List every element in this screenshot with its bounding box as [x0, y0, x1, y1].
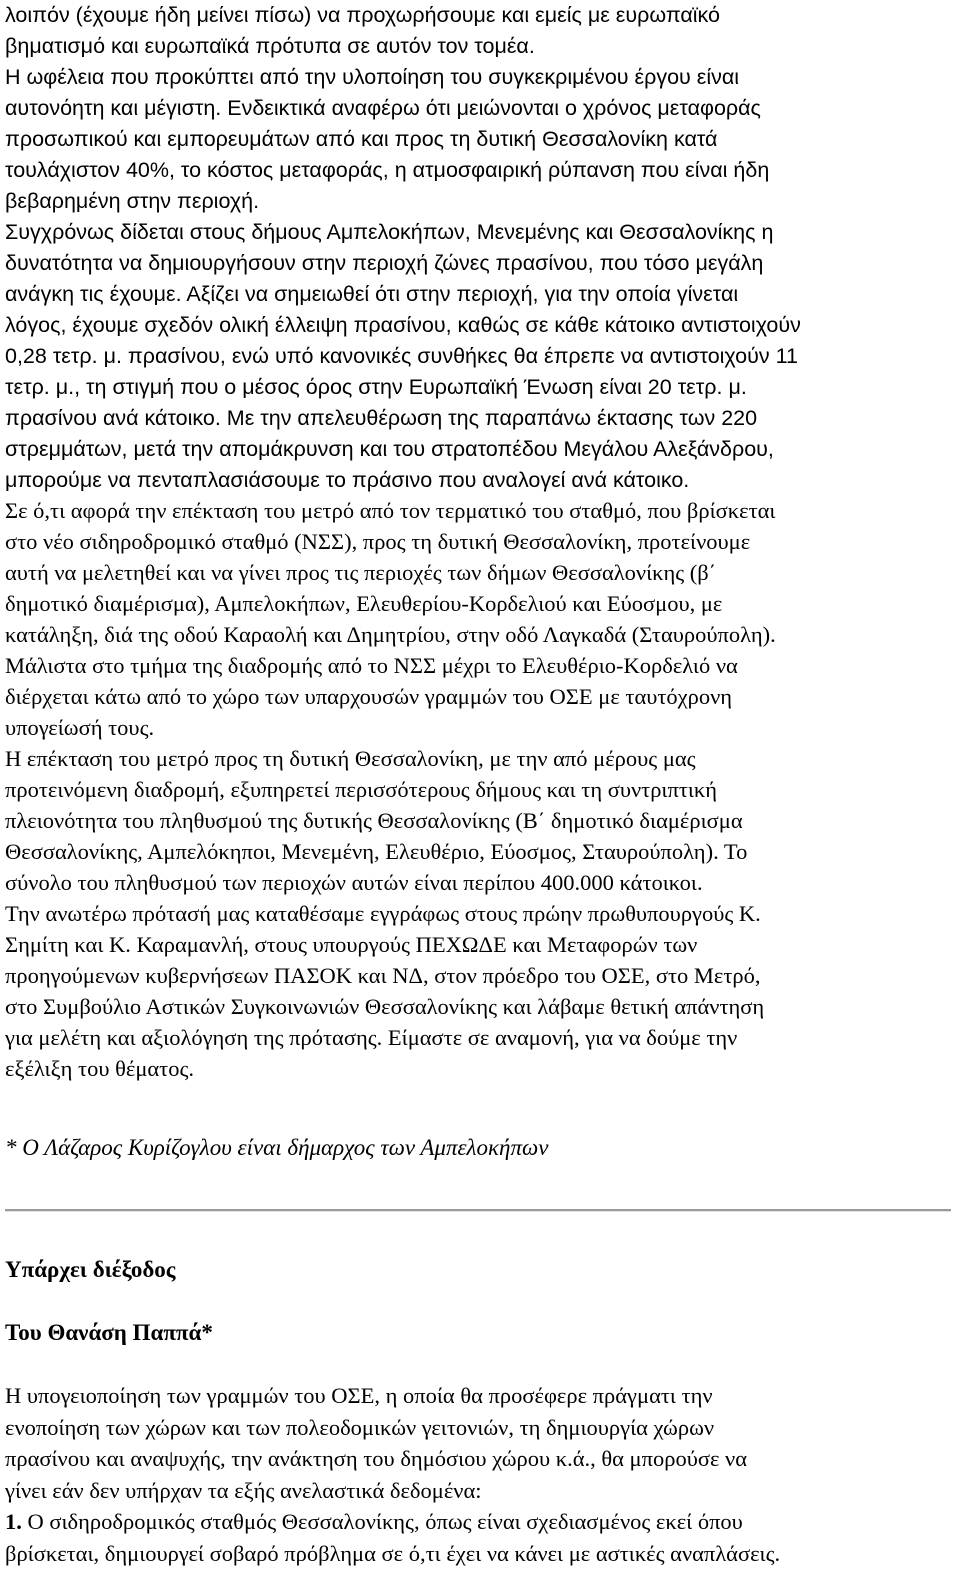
- text-line: Θεσσαλονίκης, Αμπελόκηποι, Μενεμένη, Ελευθέριο, Εύοσμος, Σταυρούπολη). Το: [5, 839, 748, 864]
- article-2-body: [5, 1380, 955, 1569]
- text-line: γίνει εάν δεν υπήρχαν τα εξής ανελαστικά δεδομένα:: [5, 1477, 482, 1503]
- text-line: πλειονότητα του πληθυσμού της δυτικής Θεσσαλονίκης (Β΄ δημοτικό διαμέρισμα: [5, 808, 743, 833]
- author-byline: * Ο Λάζαρος Κυρίζογλου είναι δήμαρχος των Αμπελοκήπων: [5, 1135, 549, 1160]
- text-line: Η ωφέλεια που προκύπτει από την υλοποίηση του συγκεκριμένου έργου είναι: [5, 65, 740, 89]
- horizontal-rule: [5, 1209, 951, 1212]
- text-line: βηματισμό και ευρωπαϊκά πρότυπα σε αυτόν τον τομέα.: [5, 34, 535, 58]
- text-line: Η υπογειοποίηση των γραμμών του ΟΣΕ, η οποία θα προσέφερε πράγματι την: [5, 1383, 713, 1408]
- text-line: Σημίτη και Κ. Καραμανλή, στους υπουργούς ΠΕΧΩΔΕ και Μεταφορών των: [5, 932, 698, 957]
- text-line: τετρ. μ., τη στιγμή που ο μέσος όρος στην Ευρωπαϊκή Ένωση είναι 20 τετρ. μ.: [5, 375, 747, 399]
- text-line: Συγχρόνως δίδεται στους δήμους Αμπελοκήπων, Μενεμένης και Θεσσαλονίκης η: [5, 220, 774, 244]
- text-line: αυτή να μελετηθεί και να γίνει προς τις περιοχές των δήμων Θεσσαλονίκης (β΄: [5, 560, 717, 585]
- text-line: βρίσκεται, δημιουργεί σοβαρό πρόβλημα σε ό,τι έχει να κάνει με αστικές αναπλάσεις.: [5, 1540, 781, 1566]
- article-1-body-part-1: [5, 0, 955, 496]
- text-line: λόγος, έχουμε σχεδόν ολική έλλειψη πρασίνου, καθώς σε κάθε κάτοικο αντιστοιχούν: [5, 313, 801, 337]
- text-line: Η επέκταση του μετρό προς τη δυτική Θεσσαλονίκη, με την από μέρους μας: [5, 746, 696, 771]
- numbered-point: [5, 1506, 955, 1538]
- text-line: στο Συμβούλιο Αστικών Συγκοινωνιών Θεσσαλονίκης και λάβαμε θετική απάντηση: [5, 994, 765, 1019]
- text-line: Σε ό,τι αφορά την επέκταση του μετρό από τον τερματικό του σταθμό, που βρίσκεται: [5, 498, 776, 523]
- text-line: προτεινόμενη διαδρομή, εξυπηρετεί περισσότερους δήμους και τη συντριπτική: [5, 777, 718, 802]
- text-line: προηγούμενων κυβερνήσεων ΠΑΣΟΚ και ΝΔ, στον πρόεδρο του ΟΣΕ, στο Μετρό,: [5, 963, 761, 988]
- text-line: διέρχεται κάτω από το χώρο των υπαρχουσών γραμμών του ΟΣΕ με ταυτόχρονη: [5, 684, 733, 709]
- text-line: βεβαρημένη στην περιοχή.: [5, 189, 260, 213]
- text-line: μπορούμε να πενταπλασιάσουμε το πράσινο που αναλογεί ανά κάτοικο.: [5, 468, 690, 492]
- text-line: λοιπόν (έχουμε ήδη μείνει πίσω) να προχωρήσουμε και εμείς με ευρωπαϊκό: [5, 3, 721, 27]
- text-line: Μάλιστα στο τμήμα της διαδρομής από το ΝΣΣ μέχρι το Ελευθέριο-Κορδελιό να: [5, 653, 738, 678]
- article-author: Του Θανάση Παππά*: [5, 1320, 213, 1345]
- text-line: πρασίνου ανά κάτοικο. Με την απελευθέρωση της παραπάνω έκτασης των 220: [5, 406, 758, 430]
- text-line: 0,28 τετρ. μ. πρασίνου, ενώ υπό κανονικές συνθήκες θα έπρεπε να αντιστοιχούν 11: [5, 344, 798, 368]
- text-line: δυνατότητα να δημιουργήσουν στην περιοχή ζώνες πρασίνου, που τόσο μεγάλη: [5, 251, 764, 275]
- text-line: προσωπικού και εμπορευμάτων από και προς τη δυτική Θεσσαλονίκη κατά: [5, 127, 718, 151]
- article-1-body-part-2: [5, 495, 955, 1084]
- article-title: Υπάρχει διέξοδος: [5, 1257, 176, 1282]
- text-line: κατάληξη, διά της οδού Καραολή και Δημητρίου, στην οδό Λαγκαδά (Σταυρούπολη).: [5, 622, 776, 647]
- text-line: στο νέο σιδηροδρομικό σταθμό (ΝΣΣ), προς τη δυτική Θεσσαλονίκη, προτείνουμε: [5, 529, 751, 554]
- text-line: πρασίνου και αναψυχής, την ανάκτηση του δημόσιου χώρου κ.ά., θα μπορούσε να: [5, 1446, 748, 1471]
- text-line: τουλάχιστον 40%, το κόστος μεταφοράς, η ατμοσφαιρική ρύπανση που είναι ήδη: [5, 158, 770, 182]
- text-line: δημοτικό διαμέρισμα), Αμπελοκήπων, Ελευθερίου-Κορδελιού και Εύοσμου, με: [5, 591, 723, 616]
- point-number: 1.: [5, 1509, 22, 1534]
- text-line: αυτονόητη και μέγιστη. Ενδεικτικά αναφέρω ότι μειώνονται ο χρόνος μεταφοράς: [5, 96, 761, 120]
- text-line: Την ανωτέρω πρότασή μας καταθέσαμε εγγράφως στους πρώην πρωθυπουργούς Κ.: [5, 901, 761, 926]
- text-line: εξέλιξη του θέματος.: [5, 1056, 194, 1081]
- text-line: ενοποίηση των χώρων και των πολεοδομικών γειτονιών, τη δημιουργία χώρων: [5, 1414, 715, 1440]
- text-line: υπογείωσή τους.: [5, 715, 155, 740]
- text-line: ανάγκη τις έχουμε. Αξίζει να σημειωθεί ότι στην περιοχή, για την οποία γίνεται: [5, 282, 739, 306]
- text-line: για μελέτη και αξιολόγηση της πρότασης. Είμαστε σε αναμονή, για να δούμε την: [5, 1025, 738, 1050]
- text-line: σύνολο του πληθυσμού των περιοχών αυτών είναι περίπου 400.000 κάτοικοι.: [5, 870, 703, 895]
- text-line: στρεμμάτων, μετά την απομάκρυνση και του στρατοπέδου Μεγάλου Αλεξάνδρου,: [5, 437, 774, 461]
- point-text: Ο σιδηροδρομικός σταθμός Θεσσαλονίκης, όπως είναι σχεδιασμένος εκεί όπου: [21, 1509, 743, 1534]
